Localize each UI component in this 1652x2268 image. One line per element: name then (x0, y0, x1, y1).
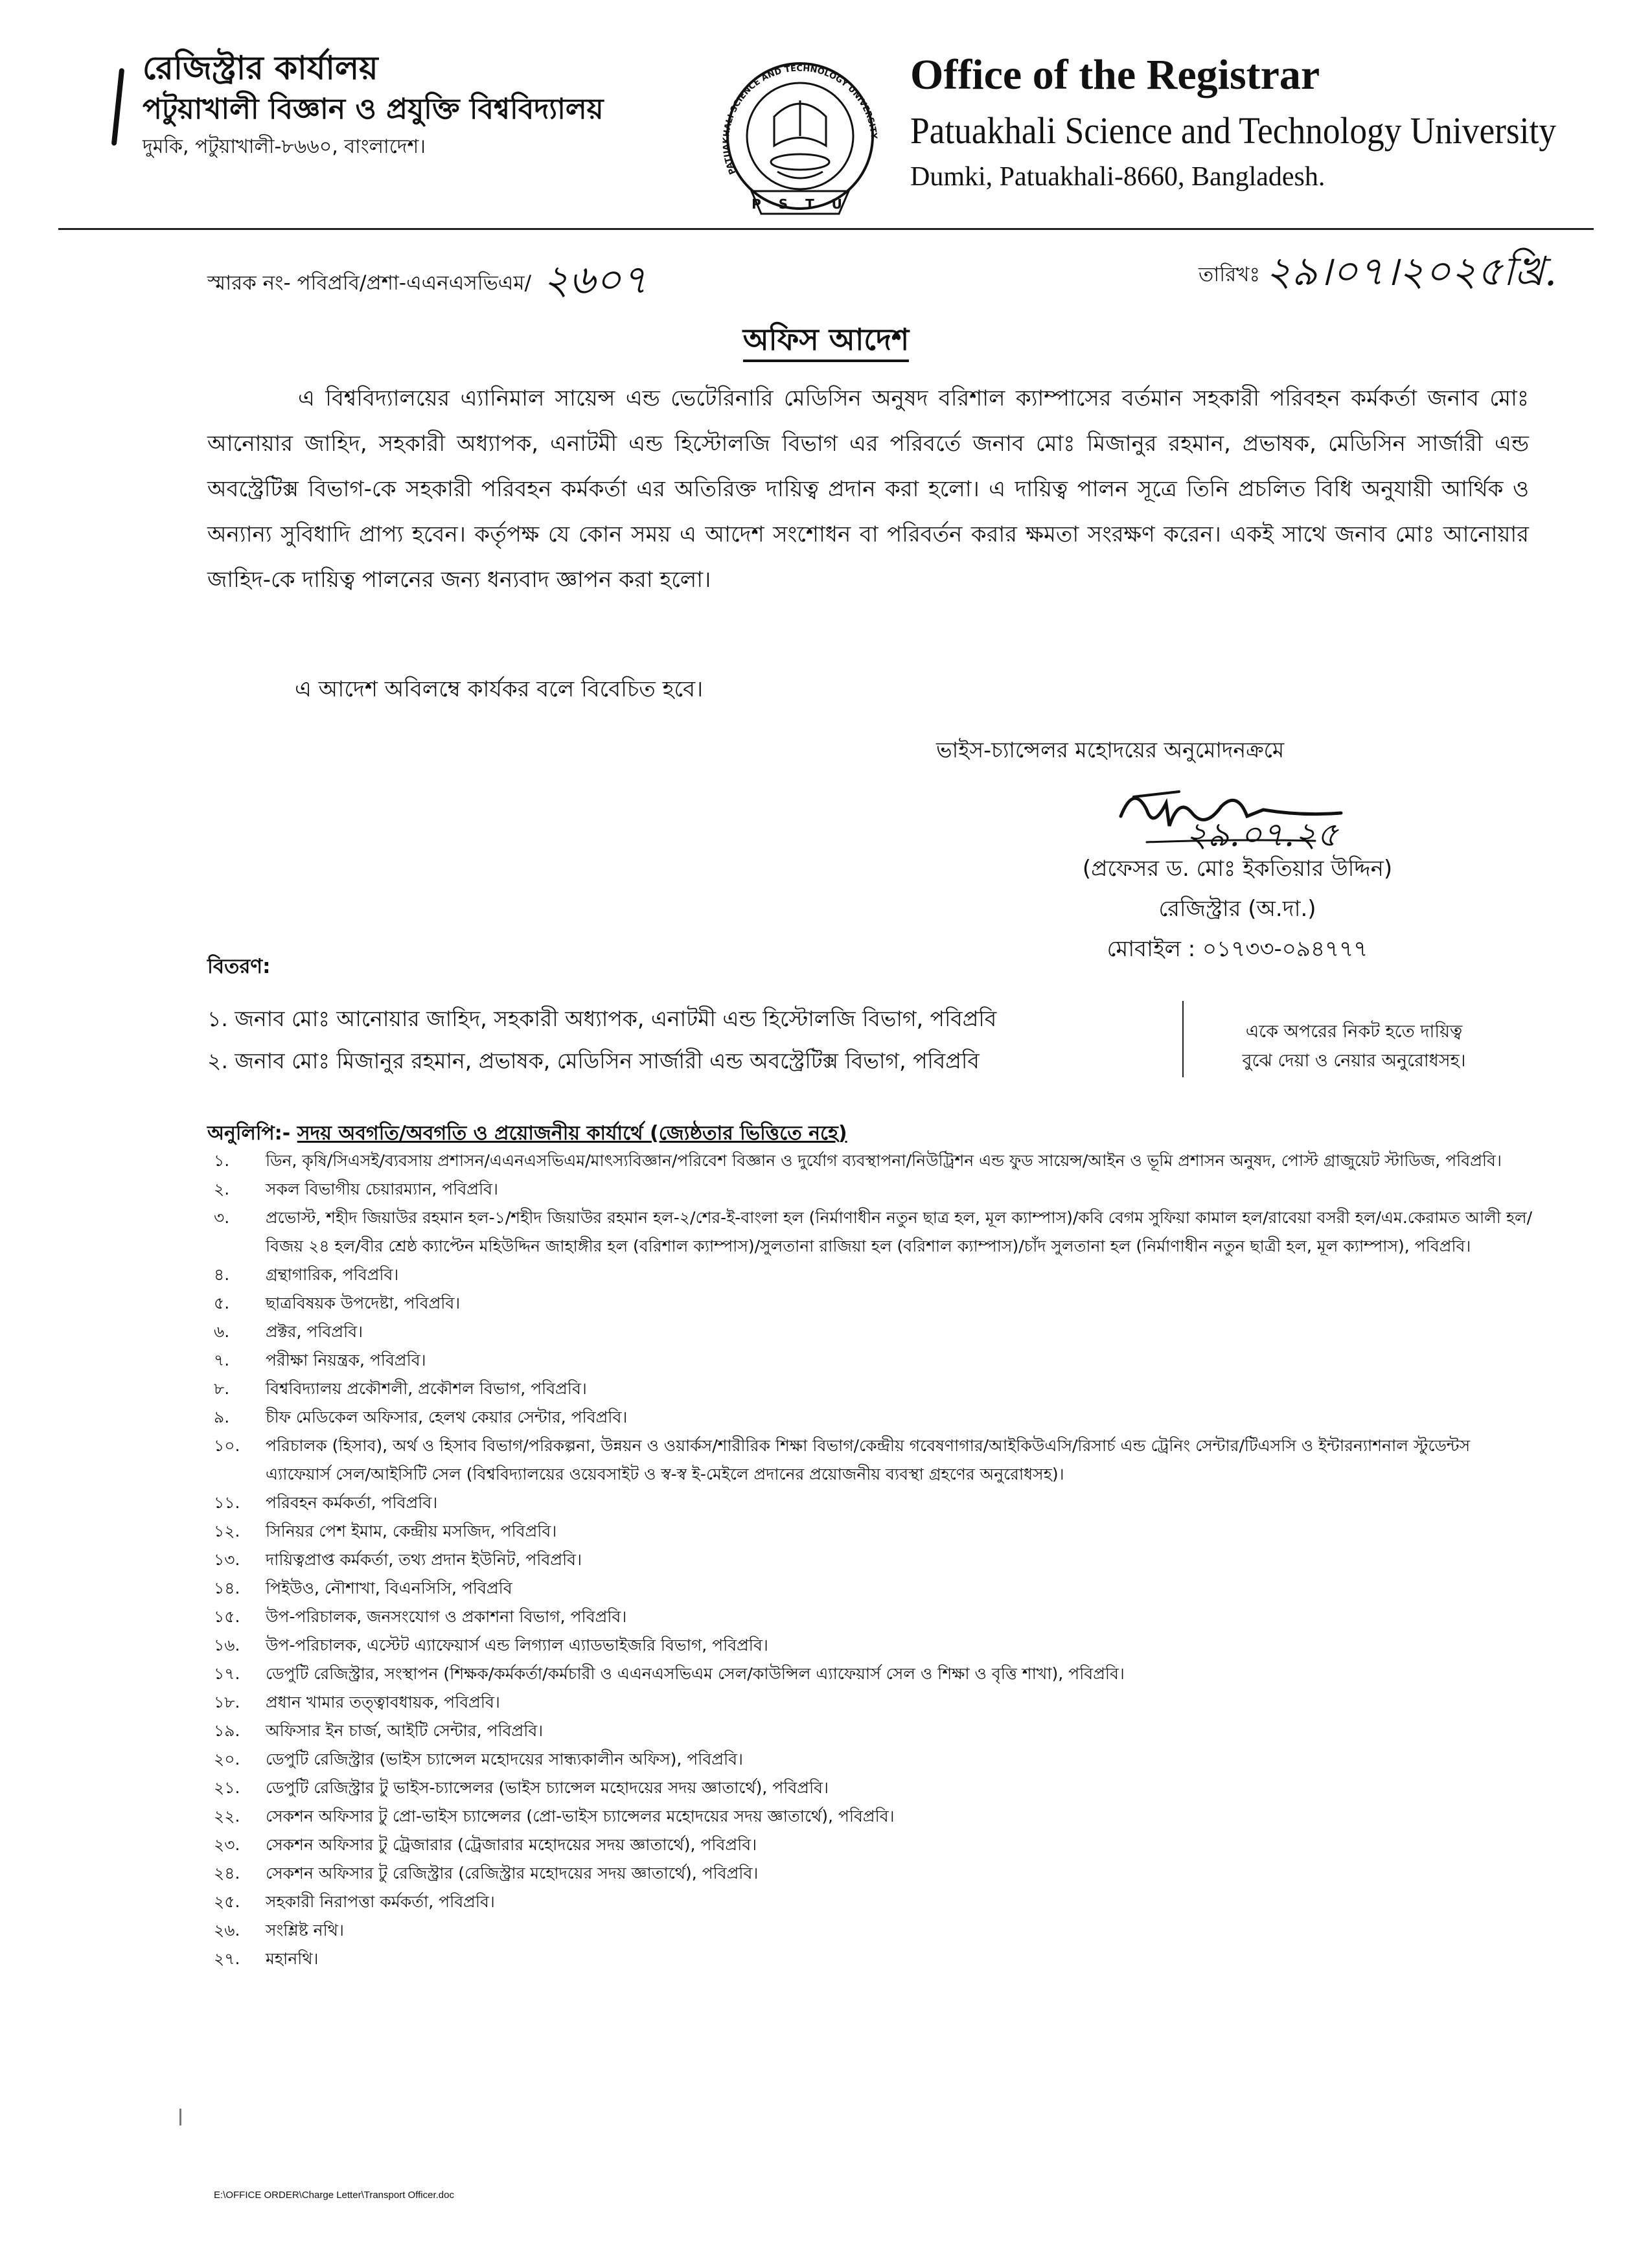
copy-item-text: উপ-পরিচালক, জনসংযোগ ও প্রকাশনা বিভাগ, পবিপ্রবি। (266, 1607, 627, 1626)
copy-item-text: সেকশন অফিসার টু ট্রেজারার (ট্রেজারার মহোদয়ের সদয় জ্ঞাতার্থে), পবিপ্রবি। (266, 1835, 757, 1854)
copy-item-number: ৮. (214, 1379, 230, 1398)
copy-item-text: চীফ মেডিকেল অফিসার, হেলথ কেয়ার সেন্টার, পবিপ্রবি। (266, 1408, 628, 1426)
copy-list-item (214, 1631, 1535, 1660)
copies-title-prefix: অনুলিপি:- (207, 1122, 291, 1145)
logo-ring-text: PATUAKHALI SCIENCE AND TECHNOLOGY UNIVERSITY (721, 63, 878, 176)
memo-label: স্মারক নং- পবিপ্রবি/প্রশা-এএনএসভিএম/ (207, 271, 532, 295)
order-body: এ বিশ্ববিদ্যালয়ের এ্যানিমাল সায়েন্স এন্ড ভেটেরিনারি মেডিসিন অনুষদ বরিশাল ক্যাম্পাসের বর্তমান সহকারী পরিবহন কর্মকর্তা জনাব মোঃ আনোয়ার জাহিদ, সহকারী অধ্যাপক, এনাটমী এন্ড হিস্টোলজি বিভাগ এর পরিবর্তে জনাব মোঃ মিজানুর রহমান, প্রভাষক, মেডিসিন সার্জারী এন্ড অবস্ট্রেটিক্স বিভাগ-কে সহকারী পরিবহন কর্মকর্তা এর অতিরিক্ত দায়িত্ব প্রদান করা হলো। এ দায়িত্ব পালন সূত্রে তিনি প্রচলিত বিধি অনুযায়ী আর্থিক ও অন্যান্য সুবিধাদি প্রাপ্য হবেন। কর্তৃপক্ষ যে কোন সময় এ আদেশ সংশোধন বা পরিবর্তন করার ক্ষমতা সংরক্ষণ করেন। একই সাথে জনাব মোঃ আনোয়ার জাহিদ-কে দায়িত্ব পালনের জন্য ধন্যবাদ জ্ঞাপন করা হলো। (207, 385, 1529, 593)
copy-item-number: ৭. (214, 1351, 230, 1369)
copy-item-number: ২২. (214, 1807, 240, 1826)
copy-list-item (214, 1888, 1535, 1916)
copy-list-item (214, 1546, 1535, 1574)
copy-item-text: সংশ্লিষ্ট নথি। (266, 1921, 344, 1940)
copy-list-item (214, 1603, 1535, 1631)
signer-designation: রেজিস্ট্রার (অ.দা.) (1158, 896, 1316, 922)
effect-statement: এ আদেশ অবিলম্বে কার্যকর বলে বিবেচিত হবে। (295, 676, 704, 702)
copy-item-text: গ্রন্থাগারিক, পবিপ্রবি। (266, 1265, 399, 1284)
copy-list-item (214, 1147, 1535, 1175)
copy-item-number: ৬. (214, 1322, 230, 1341)
distribution-item: ১. জনাব মোঃ আনোয়ার জাহিদ, সহকারী অধ্যাপক, এনাটমী এন্ড হিস্টোলজি বিভাগ, পবিপ্রবি (207, 1006, 997, 1031)
office-title-en: Office of the Registrar (910, 51, 1320, 98)
copy-item-number: ২৫. (214, 1892, 240, 1911)
copy-item-number: ১৩. (214, 1550, 240, 1569)
copy-item-text: ছাত্রবিষয়ক উপদেষ্টা, পবিপ্রবি। (266, 1294, 461, 1312)
copy-list-item (214, 1175, 1535, 1204)
address-en: Dumki, Patuakhali-8660, Bangladesh. (910, 162, 1325, 192)
header-english (910, 52, 1623, 195)
copy-item-text: পরীক্ষা নিয়ন্ত্রক, পবিপ্রবি। (266, 1351, 426, 1369)
copy-item-text: প্রধান খামার তত্ত্বাবধায়ক, পবিপ্রবি। (266, 1693, 500, 1712)
approval-line: ভাইস-চ্যান্সেলর মহোদয়ের অনুমোদনক্রমে (936, 737, 1285, 762)
copy-item-text: মহানথি। (266, 1949, 319, 1968)
distribution-note (1186, 1017, 1522, 1075)
copy-list-item (214, 1289, 1535, 1318)
header-divider (58, 228, 1594, 230)
copy-list-item (214, 1318, 1535, 1346)
copy-item-number: ২৪. (214, 1864, 240, 1883)
copy-list-item (214, 1489, 1535, 1517)
distribution-note-line: বুঝে দেয়া ও নেয়ার অনুরোধসহ। (1242, 1051, 1466, 1071)
copy-item-text: সহকারী নিরাপত্তা কর্মকর্তা, পবিপ্রবি। (266, 1892, 495, 1911)
university-logo (713, 39, 888, 227)
copy-item-number: ১৮. (214, 1693, 240, 1712)
copy-item-number: ২৬. (214, 1921, 240, 1940)
copy-item-text: সকল বিভাগীয় চেয়ারম্যান, পবিপ্রবি। (266, 1180, 498, 1198)
copies-title-rest: সদয় অবগতি/অবগতি ও প্রয়োজনীয় কার্যার্থে (জ্যেষ্ঠতার ভিত্তিতে নহে) (297, 1122, 847, 1145)
copy-item-number: ১. (214, 1151, 230, 1170)
copy-list-item (214, 1774, 1535, 1802)
copy-list-item (214, 1204, 1535, 1261)
copy-item-number: ১৯. (214, 1721, 240, 1740)
copy-item-text: পরিবহন কর্মকর্তা, পবিপ্রবি। (266, 1493, 438, 1512)
copy-item-number: ১১. (214, 1493, 240, 1512)
copy-list-item (214, 1574, 1535, 1603)
office-order-title (0, 317, 1652, 367)
date-label: তারিখঃ (1199, 263, 1261, 286)
distribution-title: বিতরণ: (207, 955, 271, 978)
copy-list-item (214, 1945, 1535, 1973)
copy-item-number: ২১. (214, 1778, 240, 1797)
file-path-footer: E:\OFFICE ORDER\Charge Letter\Transport Officer.doc (214, 2190, 454, 2201)
copy-item-text: প্রভোস্ট, শহীদ জিয়াউর রহমান হল-১/শহীদ জিয়াউর রহমান হল-২/শের-ই-বাংলা হল (নির্মাণাধীন নতুন ছাত্র হল, মূল ক্যাম্পাস)/কবি বেগম সুফিয়া কামাল হল/রাবেয়া বসরী হল/এম.কেরামত আলী হল/বিজয় ২৪ হল/বীর শ্রেষ্ঠ ক্যাপ্টেন মহিউদ্দিন জাহাঙ্গীর হল (বরিশাল ক্যাম্পাস)/সুলতানা রাজিয়া হল (বরিশাল ক্যাম্পাস)/চাঁদ সুলতানা হল (নির্মাণাধীন নতুন ছাত্রী হল, মূল ক্যাম্পাস), পবিপ্রবি। (266, 1208, 1533, 1255)
header-bangla (143, 51, 726, 161)
office-order-title-text: অফিস আদেশ (743, 322, 910, 362)
copy-item-text: সেকশন অফিসার টু প্রো-ভাইস চ্যান্সেলর (প্রো-ভাইস চ্যান্সেলর মহোদয়ের সদয় জ্ঞাতার্থে), পবিপ্রবি। (266, 1807, 895, 1826)
copy-item-number: ১২. (214, 1522, 240, 1541)
copy-item-text: সেকশন অফিসার টু রেজিস্ট্রার (রেজিস্ট্রার মহোদয়ের সদয় জ্ঞাতার্থে), পবিপ্রবি। (266, 1864, 759, 1883)
copy-item-text: ডেপুটি রেজিস্ট্রার, সংস্থাপন (শিক্ষক/কর্মকর্তা/কর্মচারী ও এএনএসভিএম সেল/কাউন্সিল এ্যাফেয়ার্স সেল ও শিক্ষা ও বৃত্তি শাখা), পবিপ্রবি। (266, 1664, 1125, 1683)
copy-list-item (214, 1831, 1535, 1859)
copy-item-number: ৪. (214, 1265, 230, 1284)
logo-abbr: P S T U (751, 196, 849, 212)
signer-block (991, 849, 1484, 969)
copies-title (207, 1117, 847, 1151)
copy-item-number: ২৩. (214, 1835, 240, 1854)
copy-item-number: ৯. (214, 1408, 230, 1426)
copy-item-number: ১৫. (214, 1607, 240, 1626)
copy-item-text: দায়িত্বপ্রাপ্ত কর্মকর্তা, তথ্য প্রদান ইউনিট, পবিপ্রবি। (266, 1550, 582, 1569)
memo-number-handwritten: ২৬০৭ (543, 256, 648, 303)
copy-item-number: ২০. (214, 1750, 240, 1769)
copy-list-item (214, 1432, 1535, 1489)
copy-item-text: বিশ্ববিদ্যালয় প্রকৌশলী, প্রকৌশল বিভাগ, পবিপ্রবি। (266, 1379, 587, 1398)
copy-item-number: ১৪. (214, 1579, 240, 1598)
university-name-en: Patuakhali Science and Technology University (910, 109, 1557, 152)
copy-item-text: উপ-পরিচালক, এস্টেট এ্যাফেয়ার্স এন্ড লিগ্যাল এ্যাডভাইজরি বিভাগ, পবিপ্রবি। (266, 1636, 768, 1655)
copy-list-item (214, 1375, 1535, 1403)
margin-pen-stroke (111, 68, 124, 146)
office-title-bn: রেজিস্ট্রার কার্যালয় (143, 49, 378, 87)
date-row (1199, 241, 1557, 308)
copy-item-number: ৩. (214, 1208, 230, 1227)
copy-item-number: ১০. (214, 1436, 240, 1455)
copy-list-item (214, 1403, 1535, 1432)
copy-item-number: ২. (214, 1180, 230, 1198)
copy-item-text: ডেপুটি রেজিস্ট্রার (ভাইস চ্যান্সেল মহোদয়ের সান্ধ্যকালীন অফিস), পবিপ্রবি। (266, 1750, 743, 1769)
copy-item-text: সিনিয়র পেশ ইমাম, কেন্দ্রীয় মসজিদ, পবিপ্রবি। (266, 1522, 557, 1541)
copy-item-number: ৫. (214, 1294, 230, 1312)
copy-list-item (214, 1688, 1535, 1717)
distribution-note-line: একে অপরের নিকট হতে দায়িত্ব (1245, 1022, 1463, 1042)
copy-item-text: প্রক্টর, পবিপ্রবি। (266, 1322, 363, 1341)
copy-list-item (214, 1916, 1535, 1945)
copy-item-text: পিইউও, নৌশাখা, বিএনসিসি, পবিপ্রবি (266, 1579, 512, 1598)
copy-list-item (214, 1859, 1535, 1888)
signature-date-handwritten: ২৯.০৭.২৫ (1186, 816, 1338, 854)
copy-item-text: ডেপুটি রেজিস্ট্রার টু ভাইস-চ্যান্সেলর (ভাইস চ্যান্সেল মহোদয়ের সদয় জ্ঞাতার্থে), পবিপ্রবি। (266, 1778, 829, 1797)
copy-list-item (214, 1660, 1535, 1688)
copy-item-text: ডিন, কৃষি/সিএসই/ব্যবসায় প্রশাসন/এএনএসভিএম/মাৎস্যবিজ্ঞান/পরিবেশ বিজ্ঞান ও দুর্যোগ ব্যবস্থাপনা/নিউট্রিশন এন্ড ফুড সায়েন্স/আইন ও ভূমি প্রশাসন অনুষদ, পোস্ট গ্রাজুয়েট স্টাডিজ, পবিপ্রবি। (266, 1151, 1502, 1170)
copy-list-item (214, 1717, 1535, 1745)
copy-list-item (214, 1745, 1535, 1774)
signer-mobile: মোবাইল : ০১৭৩৩-০৯৪৭৭৭ (1107, 936, 1368, 962)
copy-item-number: ১৭. (214, 1664, 240, 1683)
distribution-item: ২. জনাব মোঃ মিজানুর রহমান, প্রভাষক, মেডিসিন সার্জারী এন্ড অবস্ট্রেটিক্স বিভাগ, পবিপ্রবি (207, 1048, 980, 1073)
margin-mark (179, 2109, 181, 2125)
copies-list (214, 1147, 1535, 1973)
date-handwritten: ২৯।০৭।২০২৫খ্রি. (1265, 247, 1557, 295)
copy-list-item (214, 1517, 1535, 1546)
copy-item-number: ২৭. (214, 1949, 240, 1968)
university-name-bn: পটুয়াখালী বিজ্ঞান ও প্রযুক্তি বিশ্ববিদ্যালয় (143, 93, 604, 126)
memo-number-row (207, 249, 647, 316)
copy-list-item (214, 1802, 1535, 1831)
copy-list-item (214, 1346, 1535, 1375)
address-bn: দুমকি, পটুয়াখালী-৮৬৬০, বাংলাদেশ। (143, 135, 426, 158)
copy-item-number: ১৬. (214, 1636, 240, 1655)
copy-item-text: পরিচালক (হিসাব), অর্থ ও হিসাব বিভাগ/পরিকল্পনা, উন্নয়ন ও ওয়ার্কস/শারীরিক শিক্ষা বিভাগ/কেন্দ্রীয় গবেষণাগার/আইকিউএসি/রিসার্চ এন্ড ট্রেনিং সেন্টার/টিএসসি ও ইন্টারন্যাশনাল স্টুডেন্টস এ্যাফেয়ার্স সেল/আইসিটি সেল (বিশ্ববিদ্যালয়ের ওয়েবসাইট ও স্ব-স্ব ই-মেইলে প্রদানের প্রয়োজনীয় ব্যবস্থা গ্রহণের অনুরোধসহ)। (266, 1436, 1471, 1483)
signer-name: (প্রফেসর ড. মোঃ ইকতিয়ার উদ্দিন) (1082, 856, 1393, 882)
copy-list-item (214, 1261, 1535, 1289)
copy-item-text: অফিসার ইন চার্জ, আইটি সেন্টার, পবিপ্রবি। (266, 1721, 544, 1740)
distribution-list (207, 998, 1192, 1082)
